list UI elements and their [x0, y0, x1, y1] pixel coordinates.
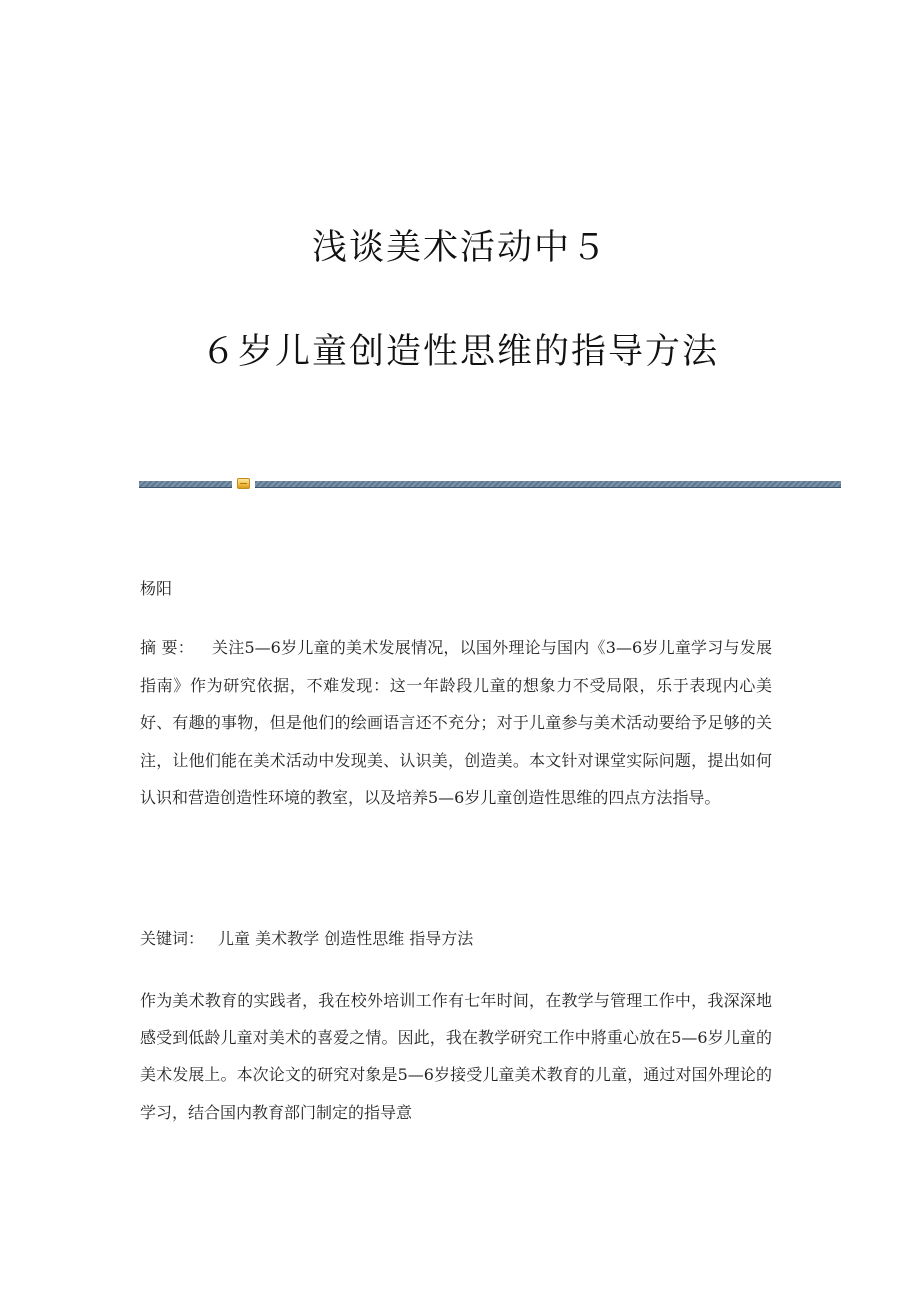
title-line-2: ６岁儿童创造性思维的指导方法 [200, 332, 719, 372]
divider-bar-right [255, 481, 841, 487]
title-divider [139, 478, 841, 490]
abstract-text: 关注5—6岁儿童的美术发展情况，以国外理论与国内《3—6岁儿童学习与发展指南》作为研究依据，不难发现：这一年龄段儿童的想象力不受局限，乐于表现内心美好、有趣的事物，但是他们的绘画语言还不充分；对于儿童参与美术活动要给予足够的关注，让他们能在美术活动中发现美、认识美，创造美。本文针对课堂实际问题，提出如何认识和营造创造性环境的教室，以及培养5—6岁儿童创造性思维的四点方法指导。 [140, 638, 772, 808]
divider-ornament-icon [237, 478, 250, 489]
abstract-label: 摘 要： [140, 638, 195, 657]
keywords-text: 儿童 美术教学 创造性思维 指导方法 [218, 929, 474, 948]
author-name: 杨阳 [140, 579, 173, 598]
keywords-label: 关键词： [140, 929, 205, 948]
abstract-paragraph [140, 629, 772, 817]
body-paragraph: 作为美术教育的实践者，我在校外培训工作有七年时间，在教学与管理工作中，我深深地感受到低龄儿童对美术的喜爱之情。因此，我在教学研究工作中將重心放在5—6岁儿童的美术发展上。本次论文的研究对象是5—6岁接受儿童美术教育的儿童，通过对国外理论的学习，结合国内教育部门制定的指导意 [140, 991, 772, 1122]
divider-bar-left [139, 481, 232, 487]
title-line-1: 浅谈美术活动中５ [311, 228, 608, 268]
keywords-line [140, 928, 772, 950]
